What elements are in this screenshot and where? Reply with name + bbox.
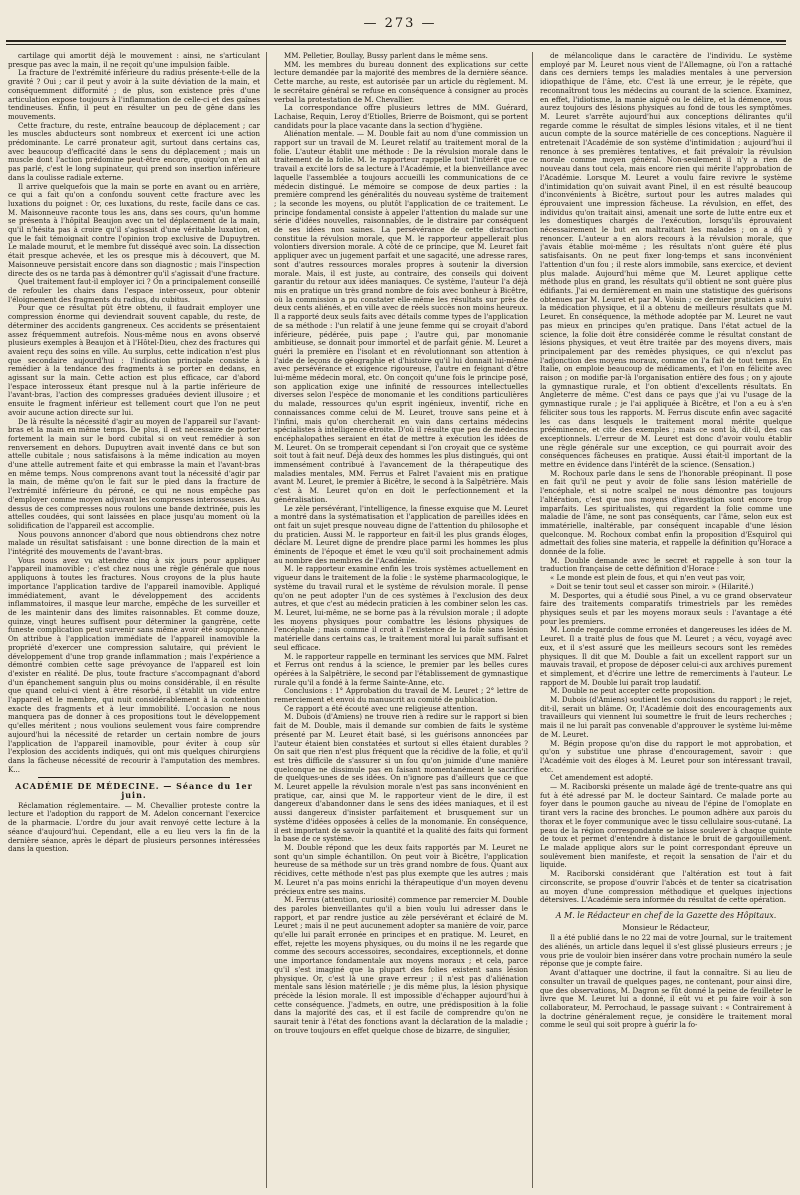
paragraph: Aliénation mentale. — M. Double fait au nom d'une commission un rapport sur un travail de M. Leuret relatif au traitement moral de la folie. L'auteur établit une méthode : De la révulsion morale dans le traitement de la folie. M. le rapporteur rappelle tout l'intérêt que ce travail a excité lors de sa lecture à l'Académie, et la bienveillance avec laquelle l'assemblée a toujours accueilli les communications de ce médecin distingué. Le mémoire se compose de deux parties : la première comprend les généralités du nouveau système de traitement ; la seconde les moyens, ou plutôt l'application de ce traitement. Le principe fondamental consiste à appeler l'attention du malade sur une série d'idées nouvelles, raisonnables, de le distraire par conséquent de ses idées non saines. La persévérance de cette distraction constitue la révulsion morale, que M. le rapporteur appellerait plus volontiers diversion morale. A côté de ce principe, que M. Leuret fait appliquer avec un jugement parfait et une sagacité, une adresse rares, sont d'autres ressources morales propres à soutenir la diversion morale. Mais, il est juste, au contraire, des conseils qui doivent garantir du retour aux idées maniaques. Ce système, l'auteur l'a déjà mis en pratique un très grand nombre de fois avec bonheur à Bicêtre, où la commission a pu constater elle-même les résultats sur près de deux cents aliénés, et en ville avec de réels succès non moins heureux. Il a rapporté deux seuls faits avec détails comme types de l'application de sa méthode : l'un relatif à une jeune femme qui se croyait d'abord inférieure, pédérée, puis pape ; l'autre qui, par monomanie ambitieuse, se donnait pour immortel et de parfait génie. M. Leuret a guéri la première en l'isolant et en révolutionnant son attention à l'aide de leçons de géographie et d'histoire qu'il lui donnait lui-même avec persévérance et exigence rigoureuse, l'autre en feignant d'être lui-même médecin moral, etc. On conçoit qu'une fois le principe posé, son application exige une infinité de ressources intellectuelles diverses selon l'espèce de monomanie et les conditions particulières du malade, ressources qu'un esprit ingénieux, inventif, riche en connaissances comme celui de M. Leuret, trouve sans peine et à l'infini, mais qu'on chercherait en vain dans certains médecins spécialistes à intelligence étroite. D'où il résulte que peu de médecins encéphalopathes seraient en état de mettre à exécution les idées de M. Leuret. On se tromperait cependant si l'on croyait que ce système soit tout à fait neuf. Déjà deux des hommes les plus distingués, qui ont immensément contribué à l'avancement de la thérapeutique des maladies mentales, MM. Ferrus et Falret l'avaient mis en pratique avant M. Leuret, le premier à Bicêtre, le second à la Salpêtrière. Mais c'est à M. Leuret qu'on en doit le perfectionnement et la généralisation. xyxy=(274,129,528,504)
paragraph: cartilage qui amortit déjà le mouvement : ainsi, ne s'articulant presque pas avec la main, il ne reçoit qu'une impulsion faible. xyxy=(8,52,260,69)
column-1 xyxy=(8,52,260,1188)
paragraph: Nous pouvons annoncer d'abord que nous obtiendrons chez notre malade un résultat satisfaisant : une bonne direction de la main et l'intégrité des mouvements de l'avant-bras. xyxy=(8,529,260,557)
paragraph: La fracture de l'extrémité inférieure du radius présente-t-elle de la gravité ? Oui ; car il peut y avoir à la suite déviation de la main, et conséquemment difformité ; de plus, son existence près d'une articulation expose toujours à l'inflammation de celle-ci et des gaînes tendineuses. Enfin, il peut en résulter un peu de gêne dans les mouvements. xyxy=(8,68,260,121)
paragraph: M. le rapporteur examine enfin les trois systèmes actuellement en vigueur dans le traitement de la folie : le système pharmacologique, le système du travail rural et le système de révulsion morale. Il pense qu'on ne peut adopter l'un de ces systèmes à l'exclusion des deux autres, et que c'est au médecin praticien à les combiner selon les cas. M. Leuret, lui-même, ne se borne pas à la révulsion morale ; il adopte les moyens physiques pour combattre les lésions physiques de l'encéphale ; mais comme il croit à l'existence de la folie sans lésion matérielle dans certains cas, le traitement moral lui paraît suffisant et seul efficace. xyxy=(274,564,528,652)
letter-heading: A M. le Rédacteur en chef de la Gazette des Hôpitaux. xyxy=(555,910,777,920)
paragraph: M. Bégin propose qu'on dise du rapport le mot approbation, et qu'on y substitue une phrase d'encouragement, savoir : que l'Académie voit des éloges à M. Leuret pour son intéressant travail, etc. xyxy=(540,738,792,774)
section-rule xyxy=(38,777,230,778)
paragraph: Vous nous avez vu attendre cinq à six jours pour appliquer l'appareil inamovible ; c'est chez nous une règle générale que nous appliquons à toutes les fractures. Nous croyons de la plus haute importance l'application tardive de l'appareil inamovible. Appliqué immédiatement, avant le développement des accidents inflammatoires, il masque leur marche, empêche de les surveiller et de les maintenir dans des limites raisonnables. Et comme douze, quinze, vingt heures suffisent pour déterminer la gangrène, cette funeste complication peut survenir sans même avoir été soupçonnée. On attribue à l'application immédiate de l'appareil inamovible la propriété d'exercer une compression salutaire, qui prévient le développement d'une trop grande inflammation ; mais l'expérience a démontré combien cette sage prévoyance de l'appareil est loin d'exister en réalité. De plus, toute fracture s'accompagnant d'abord d'un épanchement sanguin plus ou moins considérable, il en résulte que quand celui-ci vient à être résorbé, il s'établit un vide entre l'appareil et le membre, qui nuit considérablement à la contention exacte des fragments et à leur immobilité. L'occasion ne nous manquera pas de donner à ces propositions tout le développement qu'elles méritent ; nous voulions seulement vous faire comprendre aujourd'hui la nécessité de retarder un certain nombre de jours l'application de l'appareil inamovible, pour éviter à coup sûr l'explosion des accidents indiqués, qui ont mis quelques chirurgiens dans la fâcheuse nécessité de recourir à l'amputation des membres. K... xyxy=(8,555,260,774)
paragraph: — M. Raciborski présente un malade âgé de trente-quatre ans qui fut à été adressé par M. le docteur Saintard. Ce malade porte au foyer dans le poumon gauche au niveau de l'épine de l'omoplate en tirant vers la racine des bronches. Le poumon adhère aux parois du thorax et le foyer communique avec le tissu cellulaire sous-cutané. La peau de la région correspondante se laisse soulever à chaque quinte de toux et permet d'entendre à distance le bruit de gargouillement. Le malade applique alors sur le point correspondant épreuve un soulèvement bien manifeste, et reçoit la sensation de l'air et du liquide. xyxy=(540,782,792,870)
paragraph: « Le monde est plein de fous, et qui n'en veut pas voir, xyxy=(550,573,746,583)
paragraph: De là résulte la nécessité d'agir au moyen de l'appareil sur l'avant-bras et la main en même temps. De plus, il est nécessaire de porter fortement la main sur le bord cubital si on veut remédier à son renversement en dehors. Dupuytren avait inventé dans ce but son attelle cubitale ; nous satisfaisons à la même indication au moyen d'une attelle autrement faite et qui embrasse la main et l'avant-bras en même temps. Nous comprenons avant tout la nécessité d'agir par la main, de même qu'on le fait sur le pied dans la fracture de l'extrémité inférieure du péroné, ce qui ne nous empêche pas d'employer comme moyen adjuvant les compresses interosseuses. Au dessus de ces compresses nous roulons une bande dextrinée, puis les attelles coudées, qui sont laissées en place jusqu'au moment où la solidification de l'appareil est accomplie. xyxy=(8,416,260,530)
paragraph: MM. les membres du bureau donnent des explications sur cette lecture demandée par la majorité des membres de la dernière séance. Cette marche, au reste, est autorisée par un article du règlement. M. le secrétaire général se refuse en conséquence à consigner au procès verbal la protestation de M. Chevallier. xyxy=(274,59,528,104)
paragraph: M. Rochoux parle dans le sens de l'honorable préopinant. Il pose en fait qu'il ne peut y avoir de folie sans lésion matérielle de l'encéphale, et si notre scalpel ne nous démontre pas toujours l'altération, c'est que nos moyens d'investigation sont encore trop imparfaits. Les spiritualistes, qui regardent la folie comme une maladie de l'âme, ne sont pas conséquents, car l'âme, selon eux est immatérielle, inaltérable, par conséquent incapable d'une lésion quelconque. M. Rochoux combat enfin la proposition d'Esquirol qui admettait des folies sine materia, et rappelle la définition qu'Horace a donnée de la folie. xyxy=(540,468,792,557)
paragraph: Conclusions : 1° Approbation du travail de M. Leuret ; 2° lettre de remerciement et envoi du manuscrit au comité de publication. xyxy=(274,686,528,705)
paragraph: M. Double répond que les deux faits rapportés par M. Leuret ne sont qu'un simple échantillon. On peut voir à Bicêtre, l'application heureuse de sa méthode sur un très grand nombre de fous. Quant aux récidives, cette méthode n'est pas plus exempte que les autres ; mais M. Leuret n'a pas moins enrichi la thérapeutique d'un moyen devenu précieux entre ses mains. xyxy=(274,842,528,896)
paragraph: M. le rapporteur rappelle en terminant les services que MM. Falret et Ferrus ont rendus à la science, le premier par les belles cures opérées à la Salpêtrière, le second par l'établissement de gymnastique rurale qu'il a fondé à la ferme Sainte-Anne, etc. xyxy=(274,651,528,687)
paragraph: Cette fracture, du reste, entraîne beaucoup de déplacement ; car les muscles abducteurs sont nombreux et exercent ici une action prédominante. Le carré pronateur agit, surtout dans certains cas, avec beaucoup d'efficacité dans le sens du déplacement ; mais un muscle dont l'action prédomine peut-être encore, quoiqu'on n'en ait pas parlé, c'est le long supinateur, qui prend son insertion inférieure dans la coulisse radiale externe. xyxy=(8,120,260,182)
paragraph: Avant d'attaquer une doctrine, il faut la connaître. Si au lieu de consulter un travail de quelques pages, ne contenant, pour ainsi dire, que des observations, M. Dagron se fût donné la peine de feuilleter le livre que M. Leuret lui a donné, il eût vu et pu faire voir à son collaborateur, M. Perrochaud, le passage suivant : « Contrairement à la doctrine généralement reçue, je considère le traitement moral comme le seul qui soit propre à guérir la fo- xyxy=(540,968,792,1030)
paragraph: » Doit se tenir tout seul et casser son miroir. » (Hilarité.) xyxy=(550,581,754,591)
paragraph: M. Dubois (d'Amiens) ne trouve rien à redire sur le rapport si bien fait de M. Double, mais il demande sur combien de faits le système présenté par M. Leuret était basé, si les guérisons annoncées par l'auteur étaient bien constatées et surtout si elles étaient durables ? On sait que rien n'est plus fréquent que la récidive de la folie, et qu'il est très difficile de s'assurer si un fou qu'on juimide d'une manière quelconque ne dissimule pas en faisant momentanément le sacrifice de quelques-unes de ses idées. On n'ignore pas d'ailleurs que ce que M. Leuret appelle la révulsion morale n'est pas sans inconvénient en pratique, car, ainsi que M. le rapporteur vient de le dire, il est dangereux d'abandonner dans le sens des idées maniaques, et il est aussi dangereux d'insister parfaitement et brusquement sur un système d'idées opposées à celles de la monomanie. En conséquence, il est important de savoir la quantité et la qualité des faits qui forment la base de ce système. xyxy=(274,712,528,844)
paragraph: Le zèle persévérant, l'intelligence, la finesse exquise que M. Leuret a montré dans la systématisation et l'application de pareilles idées en ont fait un sujet presque nouveau digne de l'attention du philosophe et du praticien. Aussi M. le rapporteur en fait-il les plus grands éloges, déclare M. Leuret digne de prendre place parmi les hommes les plus éminents de l'époque et émet le vœu qu'il soit prochainement admis au nombre des membres de l'Académie. xyxy=(274,503,528,565)
paragraph: MM. Pelletier, Boullay, Bussy parlent dans le même sens. xyxy=(284,52,488,60)
letter-salutation: Monsieur le Rédacteur, xyxy=(622,922,710,932)
page-number: — 273 — xyxy=(363,16,437,31)
paragraph: Pour que ce résultat pût être obtenu, il faudrait employer une compression énorme qui deviendrait souvent capable, du reste, de déterminer des accidents gangreneux. Ces accidents se présentaient assez fréquemment autrefois. Nous-même nous en avons observé plusieurs exemples à Beaujon et à l'Hôtel-Dieu, chez des fractures qui avaient reçu des soins en ville. Au surplus, cette indication n'est plus que secondaire aujourd'hui : l'indication principale consiste à remédier à la tendance des fragments à se porter en dedans, en agissant sur la main. Cette action est plus efficace, car d'abord l'espace interosseux étant presque nul à la partie inférieure de l'avant-bras, l'action des compresses graduées devient illusoire ; et ensuite le fragment inférieur est tellement court que l'on ne peut avoir aucune action directe sur lui. xyxy=(8,303,260,417)
paragraph: Réclamation réglementaire. — M. Chevallier proteste contre la lecture et l'adoption du rapport de M. Adelon concernant l'exercice de la pharmacie. L'ordre du jour avait renvoyé cette lecture à la séance d'aujourd'hui. Cependant, elle a eu lieu vers la fin de la dernière séance, après le départ de plusieurs personnes intéressées dans la question. xyxy=(8,800,260,854)
paragraph: Ce rapport a été écouté avec une religieuse attention. xyxy=(284,703,478,713)
paragraph: de mélancolique dans le caractère de l'individu. Le système employé par M. Leuret nous vient de l'Allemagne, où l'on a rattaché dans ces derniers temps les maladies mentales à une perversion idiopathique de l'âme, etc. C'est là une erreur, je le répète, que reconnaîtront tous les médecins au courant de la science. Examinez, en effet, l'idiotisme, la manie aiguë ou le délire, et la démence, vous aurez toujours des lésions physiques au fond de tous les symptômes. M. Leuret s'arrête aujourd'hui aux conceptions délirantes qu'il regarde comme le résultat de simples lésions vitales, et il ne tient aucun compte de la source matérielle de ces conceptions. Naguère il entretenait l'Académie de son système d'intimidation ; aujourd'hui il renonce à ses premières tentatives, et fait prévaloir la révulsion morale comme moyen général. Non-seulement il n'y a rien de nouveau dans tout cela, mais encore rien qui mérite l'approbation de l'Académie. Lorsque M. Leuret a voulu faire revivre le système d'intimidation qu'on suivait avant Pinel, il en est résulté beaucoup d'inconvénients à Bicêtre, surtout pour les autres malades qui éprouvaient une impression fâcheuse. La révulsion, en effet, des individus qu'on traitait ainsi, amenait une sorte de lutte entre eux et les domestiques chargés de l'exécution, lorsqu'ils éprouvaient nécessairement le but en maltraitant les malades ; on a dû y renoncer. L'auteur a en alors recours à la révulsion morale, que j'avais établie moi-même ; les résultats n'ont guère été plus satisfaisants. On ne peut fixer long-temps et sans inconvénient l'attention d'un fou ; il reste alors immobile, sans exercice, et devient plus malade. Aujourd'hui même que M. Leuret applique cette méthode plus en grand, les résultats qu'il obtient ne sont guère plus édifiants. J'ai eu dernièrement en main une statistique des guérisons obtenues par M. Leuret et par M. Voisin ; ce dernier praticien a suivi la médication physique, et il a obtenu de meilleurs résultats que M. Leuret. En conséquence, la méthode adoptée par M. Leuret ne vaut pas mieux en principes qu'en pratique. Dans l'état actuel de la science, la folie doit être considérée comme le résultat constant de lésions physiques, et veut être traitée par des moyens divers, mais principalement par des remèdes physiques, ce qui n'exclut pas l'adjonction des moyens moraux, comme on l'a fait de tout temps. En Italie, on emploie beaucoup de médicaments, et l'on en félicite avec raison ; on modifie par-là l'organisation entière des fous ; on y ajoute la gymnastique rurale, et l'on obtient d'excellents résultats. En Angleterre de même. C'est dans ce pays que j'ai vu l'usage de la gymnastique rurale ; je l'ai appliquée à Bicêtre, et l'on a eu à s'en féliciter sous tous les rapports. M. Ferrus discute enfin avec sagacité les cas dans lesquels le traitement moral mérite quelque prééminence, et cite des exemples ; mais ce sont là, dit-il, des cas exceptionnels. L'erreur de M. Leuret est donc d'avoir voulu établir une règle générale sur une exception, ce qui pourrait avoir des conséquences fâcheuses en pratique. Aussi était-il important de la mettre en évidence dans l'intérêt de la science. (Sensation.) xyxy=(540,52,792,470)
paragraph: M. Double demande avec le secret et rappelle à son tour la traduction française de cette définition d'Horace : xyxy=(540,555,792,574)
paragraph: M. Dubois (d'Amiens) soutient les conclusions du rapport ; le rejet, dit-il, serait un blâme. Or, l'Académie doit des encouragements aux travailleurs qui viennent lui soumettre le fruit de leurs recherches ; mais il ne lui paraît pas convenable d'approuver le système lui-même de M. Leuret. xyxy=(540,695,792,739)
paragraph: Il a été publié dans le no 22 mai de votre Journal, sur le traitement des aliénés, un article dans lequel il s'est glissé plusieurs erreurs ; je vous prie de vouloir bien insérer dans votre prochain numéro la seule réponse que je compte faire. xyxy=(540,933,792,969)
section-rule xyxy=(570,908,762,909)
columns xyxy=(8,52,792,1188)
paragraph: Cet amendement est adopté. xyxy=(550,773,653,783)
paragraph: Quel traitement faut-il employer ici ? On a principalement conseillé de refouler les chairs dans l'espace inter-osseux, pour obtenir l'éloignement des fragments du radius, du cubitus. xyxy=(8,277,260,304)
paragraph: M. Londe regarde comme erronées et dangereuses les idées de M. Leuret. Il a traité plus de fous que M. Leuret ; a vécu, voyagé avec eux, et il s'est assuré que les meilleurs secours sont les remèdes physiques. Il dit que M. Double a fait un excellent rapport sur un mauvais travail, et propose de déposer celui-ci aux archives purement et simplement, et d'écrire une lettre de remerciments à l'auteur. Le rapport de M. Double lui paraît trop laudatif. xyxy=(540,625,792,687)
header-rule xyxy=(6,40,786,42)
column-3 xyxy=(540,52,792,1188)
header-rule-thin xyxy=(6,44,786,45)
column-2 xyxy=(274,52,528,1188)
paragraph: M. Raciborski considérant que l'altération est tout à fait circonscrite, se propose d'ouvrir l'abcès et de tenter sa cicatrisation au moyen d'une compression méthodique et quelques injections détersives. L'Académie sera informée du résultat de cette opération. xyxy=(540,869,792,905)
paragraph: M. Ferrus (attention, curiosité) commence par remercier M. Double des paroles bienveillantes qu'il a bien voulu lui adresser dans le rapport, et par rendre justice au zèle persévérant et éclairé de M. Leuret ; mais il ne peut aucunement adopter sa manière de voir, parce qu'elle lui paraît erronée en principes et en pratique. M. Leuret, en effet, rejette les moyens physiques, ou du moins il ne les regarde que comme des secours accessoires, secondaires, exceptionnels, et donne une importance fondamentale aux moyens moraux ; et cela, parce qu'il s'est imaginé que la plupart des folies existent sans lésion physique. Or, c'est là une grave erreur ; il n'est pas d'aliénation mentale sans lésion matérielle ; je dis même plus, la lésion physique précède la lésion morale. Il est impossible d'échapper aujourd'hui à cette conséquence. J'admets, en outre, une prédisposition à la folie dans la majorité des cas, et il est facile de comprendre qu'on ne saurait tenir à l'état des fonctions avant la déclaration de la maladie ; on trouve toujours en effet quelque chose de bizarre, de singulier, xyxy=(274,895,528,1035)
section-title: ACADÉMIE DE MÉDECINE. — Séance du 1er juin. xyxy=(15,781,253,801)
paragraph: M. Desportes, qui a étudié sous Pinel, a vu ce grand observateur faire des traitements comparatifs trimestriels par les remèdes physiques seuls et par les moyens moraux seuls : l'avantage a été pour les premiers. xyxy=(540,590,792,626)
paragraph: M. Double ne peut accepter cette proposition. xyxy=(550,686,715,696)
paragraph: Il arrive quelquefois que la main se porte en avant ou en arrière, ce qui a fait qu'on a confondu souvent cette fracture avec les luxations du poignet : Or, ces luxations, du reste, facile dans ce cas. M. Maisonneuve raconte tous les ans, dans ses cours, qu'un homme se présenta à l'hôpital Beaujon avec un tel déplacement de la main, qu'il n'hésita pas à croire qu'il s'agissait d'une véritable luxation, et que le fait témoignait contre l'opinion trop exclusive de Dupuytren. Le malade mourut, et le membre fut disséqué avec soin. La dissection était presque achevée, et les os presque mis à découvert, que M. Maisonneuve persistait encore dans son diagnostic ; mais l'inspection directe des os ne tarda pas à démontrer qu'il s'agissait d'une fracture. xyxy=(8,181,260,278)
paragraph: La correspondance offre plusieurs lettres de MM. Guérard, Lachaise, Requin, Leroy d'Etiolles, Brierre de Boismont, qui se portent candidats pour la place vacante dans la section d'hygiène. xyxy=(274,103,528,130)
